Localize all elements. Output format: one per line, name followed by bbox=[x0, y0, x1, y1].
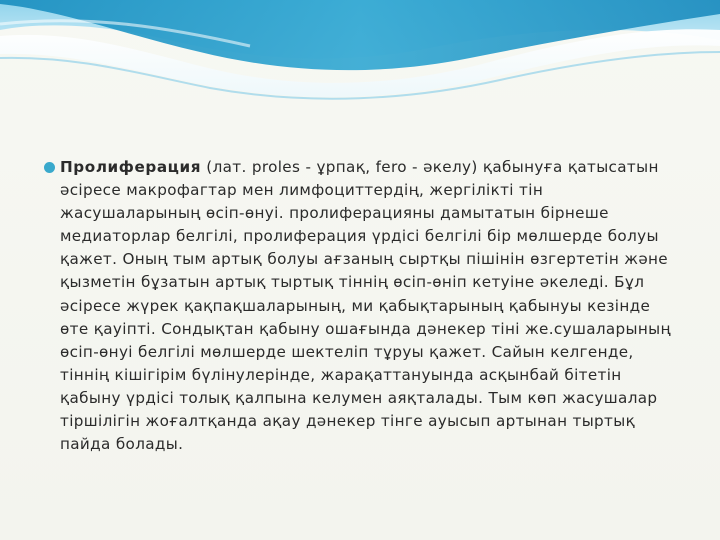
header-wave-decoration bbox=[0, 0, 720, 110]
paragraph-body: (лат. proles - ұрпақ, fero - әкелу) қабынуға қатысатын әсіресе макрофагтар мен лимфоциттердің, жергілікті тін жасушаларының өсіп-өнуі. пролиферацияны дамытатын бірнеше медиаторлар белгілі, пролиферация үрдісі белгілі бір мөлшерде болуы қажет. Оның тым артық болуы ағзаның сыртқы пішінін өзгертетін және қызметін бұзатын артық тыртық тіннің өсіп-өніп кетуіне әкеледі. Бұл әсіресе жүрек қақпақшаларының, ми қабықтарының қабынуы кезінде өте қауіпті. Сондықтан қабыну ошағында дәнекер тіні же.сушаларының өсіп-өнуі белгілі мөлшерде шектеліп тұруы қажет. Сайын келгенде, тіннің кішігірім бүлінулерінде, жарақаттануында асқынбай бітетін қабыну үрдісі толық қалпына келумен аяқталады. Тым көп жасушалар тіршілігін жоғалтқанда ақау дәнекер тінге ауысып артынан тыртық пайда болады. bbox=[60, 158, 671, 454]
term-heading: Пролиферация bbox=[60, 158, 202, 176]
bullet-dot-icon bbox=[44, 162, 55, 173]
paragraph-text bbox=[60, 156, 680, 456]
